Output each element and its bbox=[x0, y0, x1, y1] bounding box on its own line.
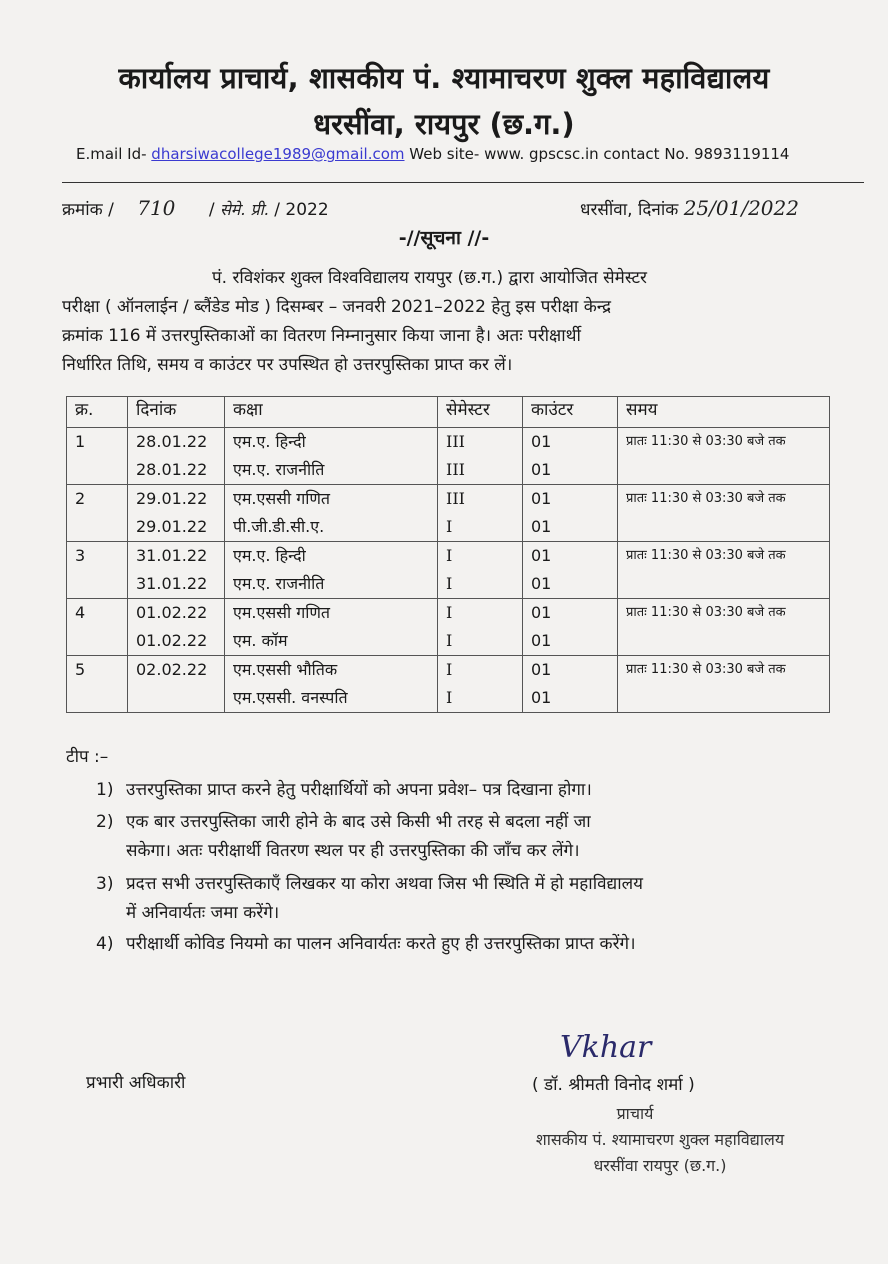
table-row bbox=[67, 599, 830, 656]
cell-semesters bbox=[438, 542, 523, 599]
tip-number: 1) bbox=[96, 780, 114, 800]
cell-class: एम.एससी गणित bbox=[233, 603, 331, 622]
cell-semester: III bbox=[446, 460, 465, 479]
cell-class: एम.ए. हिन्दी bbox=[233, 546, 306, 565]
contact-number: 9893119114 bbox=[694, 145, 790, 163]
cell-counter: 01 bbox=[531, 631, 552, 650]
reference-prefix: क्रमांक / bbox=[62, 200, 114, 220]
cell-class: एम.एससी भौतिक bbox=[233, 660, 338, 679]
cell-semesters bbox=[438, 656, 523, 713]
email-label: E.mail Id- bbox=[76, 145, 147, 163]
website-label: Web site- bbox=[409, 145, 480, 163]
cell-dates bbox=[128, 542, 225, 599]
cell-dates bbox=[128, 485, 225, 542]
cell-date: 31.01.22 bbox=[136, 574, 208, 593]
tip-text: एक बार उत्तरपुस्तिका जारी होने के बाद उसे किसी भी तरह से बदला नहीं जा bbox=[126, 812, 591, 832]
cell-semester: III bbox=[446, 489, 465, 508]
paragraph-line-1: पं. रविशंकर शुक्ल विश्वविद्यालय रायपुर (छ.ग.) द्वारा आयोजित सेमेस्टर bbox=[212, 268, 647, 288]
cell-semester: I bbox=[446, 631, 453, 650]
cell-time: प्रातः 11:30 से 03:30 बजे तक bbox=[618, 428, 830, 485]
cell-classes bbox=[225, 428, 438, 485]
cell-date: 02.02.22 bbox=[136, 660, 208, 679]
header-class: कक्षा bbox=[225, 397, 438, 428]
cell-semester: I bbox=[446, 546, 453, 565]
reference-year: / 2022 bbox=[274, 200, 329, 220]
cell-semester: I bbox=[446, 574, 453, 593]
cell-semester: I bbox=[446, 517, 453, 536]
cell-serial: 4 bbox=[67, 599, 128, 656]
cell-serial: 5 bbox=[67, 656, 128, 713]
signatory-name: ( डॉ. श्रीमती विनोद शर्मा ) bbox=[532, 1075, 695, 1095]
distribution-schedule-table bbox=[66, 396, 830, 713]
cell-class: एम.एससी गणित bbox=[233, 489, 331, 508]
tip-text: उत्तरपुस्तिका प्राप्त करने हेतु परीक्षार्थियों को अपना प्रवेश– पत्र दिखाना होगा। bbox=[126, 780, 592, 800]
header-divider bbox=[62, 182, 864, 183]
tip-number: 2) bbox=[96, 812, 114, 832]
tip-item-1 bbox=[96, 776, 836, 805]
contact-line bbox=[76, 145, 789, 163]
cell-semester: I bbox=[446, 688, 453, 707]
website-link[interactable]: www. gpscsc.in bbox=[484, 145, 599, 163]
officer-in-charge: प्रभारी अधिकारी bbox=[86, 1073, 186, 1093]
tip-number: 4) bbox=[96, 934, 114, 954]
email-link[interactable]: dharsiwacollege1989@gmail.com bbox=[151, 145, 405, 163]
cell-counters bbox=[523, 656, 618, 713]
cell-classes bbox=[225, 656, 438, 713]
handwritten-signature: Vkhar bbox=[560, 1030, 652, 1065]
cell-class: पी.जी.डी.सी.ए. bbox=[233, 517, 325, 536]
cell-counters bbox=[523, 485, 618, 542]
reference-handwritten-number: 710 bbox=[137, 196, 176, 220]
header-semester: सेमेस्टर bbox=[438, 397, 523, 428]
cell-classes bbox=[225, 542, 438, 599]
cell-classes bbox=[225, 599, 438, 656]
seal-designation: प्राचार्य bbox=[616, 1104, 654, 1123]
table-row bbox=[67, 485, 830, 542]
cell-date: 01.02.22 bbox=[136, 631, 208, 650]
cell-time: प्रातः 11:30 से 03:30 बजे तक bbox=[618, 485, 830, 542]
cell-counter: 01 bbox=[531, 603, 552, 622]
cell-time: प्रातः 11:30 से 03:30 बजे तक bbox=[618, 542, 830, 599]
cell-date: 29.01.22 bbox=[136, 517, 208, 536]
cell-counter: 01 bbox=[531, 660, 552, 679]
cell-class: एम.ए. राजनीति bbox=[233, 574, 325, 593]
cell-counter: 01 bbox=[531, 546, 552, 565]
header-time: समय bbox=[618, 397, 830, 428]
cell-counter: 01 bbox=[531, 432, 552, 451]
handwritten-date: 25/01/2022 bbox=[683, 196, 799, 220]
place-date-label: धरसींवा, दिनांक bbox=[580, 200, 679, 220]
header-serial: क्र. bbox=[67, 397, 128, 428]
contact-label: contact No. bbox=[603, 145, 690, 163]
cell-counter: 01 bbox=[531, 517, 552, 536]
cell-class: एम.ए. राजनीति bbox=[233, 460, 325, 479]
cell-semesters bbox=[438, 428, 523, 485]
cell-class: एम. कॉम bbox=[233, 631, 288, 650]
office-title: कार्यालय प्राचार्य, शासकीय पं. श्यामाचरण शुक्ल महाविद्यालय bbox=[118, 61, 770, 95]
tip-text-continued: सकेगा। अतः परीक्षार्थी वितरण स्थल पर ही उत्तरपुस्तिका की जाँच कर लेंगे। bbox=[126, 841, 580, 861]
place-date bbox=[580, 196, 799, 220]
tip-text: परीक्षार्थी कोविड नियमो का पालन अनिवार्यतः करते हुए ही उत्तरपुस्तिका प्राप्त करेंगे। bbox=[126, 934, 636, 954]
cell-dates bbox=[128, 656, 225, 713]
tip-text: प्रदत्त सभी उत्तरपुस्तिकाएँ लिखकर या कोरा अथवा जिस भी स्थिति में हो महाविद्यालय bbox=[126, 874, 644, 894]
table-row bbox=[67, 428, 830, 485]
cell-counter: 01 bbox=[531, 489, 552, 508]
cell-serial: 1 bbox=[67, 428, 128, 485]
cell-time: प्रातः 11:30 से 03:30 बजे तक bbox=[618, 656, 830, 713]
reference-number bbox=[62, 196, 329, 220]
cell-classes bbox=[225, 485, 438, 542]
tip-number: 3) bbox=[96, 874, 114, 894]
cell-date: 31.01.22 bbox=[136, 546, 208, 565]
seal-college-name: शासकीय पं. श्यामाचरण शुक्ल महाविद्यालय bbox=[535, 1130, 785, 1149]
cell-date: 28.01.22 bbox=[136, 460, 208, 479]
cell-counter: 01 bbox=[531, 574, 552, 593]
paragraph-line-2: परीक्षा ( ऑनलाईन / ब्लैंडेड मोड ) दिसम्बर – जनवरी 2021–2022 हेतु इस परीक्षा केन्द्र bbox=[62, 297, 612, 317]
cell-serial: 3 bbox=[67, 542, 128, 599]
tip-text-continued: में अनिवार्यतः जमा करेंगे। bbox=[126, 903, 280, 923]
cell-date: 01.02.22 bbox=[136, 603, 208, 622]
table-row bbox=[67, 656, 830, 713]
cell-class: एम.एससी. वनस्पति bbox=[233, 688, 348, 707]
cell-semester: I bbox=[446, 660, 453, 679]
cell-dates bbox=[128, 599, 225, 656]
cell-semester: I bbox=[446, 603, 453, 622]
cell-semesters bbox=[438, 599, 523, 656]
cell-semester: III bbox=[446, 432, 465, 451]
cell-date: 28.01.22 bbox=[136, 432, 208, 451]
cell-counters bbox=[523, 428, 618, 485]
paragraph-line-4: निर्धारित तिथि, समय व काउंटर पर उपस्थित हो उत्तरपुस्तिका प्राप्त कर लें। bbox=[62, 355, 513, 375]
cell-class: एम.ए. हिन्दी bbox=[233, 432, 306, 451]
tips-heading: टीप :– bbox=[66, 747, 109, 767]
header-counter: काउंटर bbox=[523, 397, 618, 428]
cell-dates bbox=[128, 428, 225, 485]
reference-department: सेमे. प्री. bbox=[219, 200, 269, 219]
cell-semesters bbox=[438, 485, 523, 542]
header-date: दिनांक bbox=[128, 397, 225, 428]
table-header-row bbox=[67, 397, 830, 428]
cell-counters bbox=[523, 599, 618, 656]
notice-title: -//सूचना //- bbox=[398, 227, 490, 249]
seal-location: धरसींवा रायपुर (छ.ग.) bbox=[593, 1156, 727, 1175]
table-row bbox=[67, 542, 830, 599]
tip-item-4 bbox=[96, 930, 836, 959]
paragraph-line-3: क्रमांक 116 में उत्तरपुस्तिकाओं का वितरण निम्नानुसार किया जाना है। अतः परीक्षार्थी bbox=[62, 326, 581, 346]
cell-serial: 2 bbox=[67, 485, 128, 542]
office-location: धरसींवा, रायपुर (छ.ग.) bbox=[313, 107, 575, 141]
cell-counter: 01 bbox=[531, 688, 552, 707]
cell-counter: 01 bbox=[531, 460, 552, 479]
cell-date: 29.01.22 bbox=[136, 489, 208, 508]
tip-item-3 bbox=[96, 870, 836, 928]
tip-item-2 bbox=[96, 808, 836, 866]
cell-time: प्रातः 11:30 से 03:30 बजे तक bbox=[618, 599, 830, 656]
reference-separator: / bbox=[208, 200, 215, 220]
cell-counters bbox=[523, 542, 618, 599]
